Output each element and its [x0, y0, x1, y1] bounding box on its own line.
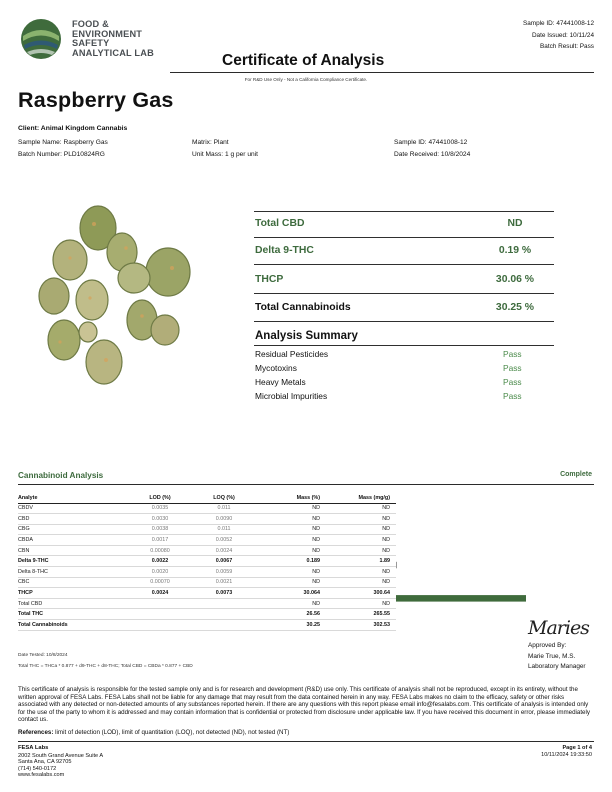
cannabinoid-table [18, 494, 396, 631]
cell-mass-mg: ND [326, 598, 396, 609]
page-number: Page 1 of 4 [562, 745, 592, 751]
cell-lod [128, 609, 192, 620]
cell-lod: 0.0017 [128, 535, 192, 546]
cell-mass-mg: ND [326, 577, 396, 588]
summary-item-status: Pass [503, 363, 522, 373]
table-row [18, 588, 396, 599]
cell-analyte: CBD [18, 514, 128, 525]
cell-mass-mg: ND [326, 524, 396, 535]
footer-website[interactable]: www.fesalabs.com [18, 772, 65, 779]
cell-analyte: Delta 9-THC [18, 556, 128, 567]
summary-rule [254, 345, 554, 346]
footer-address-line: 2002 South Grand Avenue Suite A [18, 752, 104, 759]
sample-info-col2 [192, 137, 258, 161]
references-label: References: [18, 729, 54, 736]
summary-item-status: Pass [503, 391, 522, 401]
footer-phone: (714) 540-0172 [18, 765, 57, 772]
cell-mass-mg: ND [326, 514, 396, 525]
footer-divider [18, 741, 594, 742]
cell-analyte: Total CBD [18, 598, 128, 609]
cell-lod: 0.0035 [128, 503, 192, 514]
table-row [18, 503, 396, 514]
signature: Maries [528, 617, 589, 639]
total-cbd-value: ND [507, 218, 523, 229]
table-row [18, 524, 396, 535]
cell-loq: 0.0024 [192, 545, 256, 556]
cell-loq: 0.0073 [192, 588, 256, 599]
cannabinoid-status: Complete [560, 471, 592, 478]
table-row [18, 545, 396, 556]
cell-analyte: Total THC [18, 609, 128, 620]
cell-loq: 0.0021 [192, 577, 256, 588]
matrix: Matrix: Plant [192, 139, 229, 146]
cell-mass-pct: 0.189 [256, 556, 326, 567]
header-sample-id: Sample ID: 47441008-12 [522, 20, 594, 27]
approver-name: Marie True, M.S. [528, 652, 576, 660]
thcp-label: THCP [255, 274, 284, 285]
cell-analyte: CBDV [18, 503, 128, 514]
cell-analyte: CBC [18, 577, 128, 588]
cell-mass-mg: ND [326, 535, 396, 546]
cell-mass-mg: ND [326, 567, 396, 578]
cell-lod: 0.0020 [128, 567, 192, 578]
cell-loq [192, 609, 256, 620]
header-loq: LOQ (%) [192, 494, 256, 503]
cell-loq: 0.011 [192, 524, 256, 535]
cell-mass-pct: 30.25 [256, 620, 326, 631]
client-name: Client: Animal Kingdom Cannabis [18, 125, 128, 132]
header-mass-pct: Mass (%) [256, 494, 326, 503]
cell-loq [192, 620, 256, 631]
summary-item-status: Pass [503, 377, 522, 387]
product-photo [30, 200, 200, 400]
table-row [18, 556, 396, 567]
approved-by: Approved By: [528, 642, 567, 649]
cell-mass-pct: 26.56 [256, 609, 326, 620]
cell-loq: 0.011 [192, 503, 256, 514]
total-cannabinoids-value: 30.25 % [495, 302, 535, 313]
cell-mass-pct: ND [256, 535, 326, 546]
batch-number: Batch Number: PLD10824RG [18, 151, 105, 158]
analysis-summary-title: Analysis Summary [255, 330, 358, 342]
footer-address [18, 745, 103, 779]
header-lod: LOD (%) [128, 494, 192, 503]
header-batch-result: Batch Result: Pass [540, 43, 594, 50]
header-date-issued: Date Issued: 10/11/24 [531, 31, 594, 39]
cell-mass-pct: ND [256, 545, 326, 556]
delta9-value: 0.19 % [498, 245, 532, 256]
approval-block [528, 641, 586, 673]
unit-mass: Unit Mass: 1 g per unit [192, 151, 258, 158]
cell-mass-pct: ND [256, 577, 326, 588]
cell-mass-mg: 302.53 [326, 620, 396, 631]
cell-mass-mg: ND [326, 503, 396, 514]
cell-analyte: Delta 8-THC [18, 567, 128, 578]
sample-info-col3 [394, 137, 470, 161]
cell-lod [128, 620, 192, 631]
cell-mass-pct: ND [256, 514, 326, 525]
cell-mass-mg: 300.64 [326, 588, 396, 599]
document-title: Certificate of Analysis [222, 52, 385, 69]
summary-item-label: Mycotoxins [255, 363, 297, 373]
table-row [18, 535, 396, 546]
header-mass-mg: Mass (mg/g) [326, 494, 396, 503]
total-cbd-label: Total CBD [255, 218, 305, 229]
date-received: Date Received: 10/8/2024 [394, 151, 471, 158]
thcp-value: 30.06 % [495, 274, 535, 285]
totals-rule [254, 264, 554, 265]
cell-analyte: CBN [18, 545, 128, 556]
cell-lod: 0.0030 [128, 514, 192, 525]
references-text: limit of detection (LOD), limit of quantitation (LOQ), not detected (ND), not tested (NT) [55, 729, 290, 736]
cell-lod: 0.0022 [128, 556, 192, 567]
cell-mass-pct: ND [256, 567, 326, 578]
summary-item-status: Pass [503, 349, 522, 359]
cell-analyte: Total Cannabinoids [18, 620, 128, 631]
bar-delta-9-thc [396, 562, 397, 569]
cell-loq: 0.0067 [192, 556, 256, 567]
total-cannabinoids-label: Total Cannabinoids [255, 302, 351, 313]
lab-logo-text: FOOD & ENVIRONMENT SAFETY ANALYTICAL LAB [72, 19, 154, 58]
cell-lod [128, 598, 192, 609]
cell-loq [192, 598, 256, 609]
cell-mass-mg: ND [326, 545, 396, 556]
cell-lod: 0.0024 [128, 588, 192, 599]
table-row [18, 609, 396, 620]
cell-loq: 0.0059 [192, 567, 256, 578]
rnd-notice: For R&D Use Only - Not a California Compliance Certificate. [244, 77, 368, 82]
cell-analyte: CBDA [18, 535, 128, 546]
mass-bar-chart [396, 494, 594, 634]
cell-mass-pct: ND [256, 503, 326, 514]
header-meta [523, 18, 594, 53]
section-divider [18, 484, 594, 485]
cell-mass-pct: ND [256, 524, 326, 535]
header-divider [170, 72, 594, 73]
table-row [18, 620, 396, 631]
delta9-label: Delta 9-THC [255, 245, 314, 256]
cell-lod: 0.00080 [128, 545, 192, 556]
table-header-row [18, 494, 396, 503]
table-row [18, 598, 396, 609]
cell-lod: 0.00070 [128, 577, 192, 588]
disclaimer: This certificate of analysis is responsible for the tested sample only and is for research and development (R&D) use only. This certificate of analysis shall not be reproduced, except in its entirety, without the written approval of FESA Labs. FESA Labs shall not be liable for any damage that may result from the data contained herein in any way. FESA Labs makes no claim to the efficacy, safety or other risks associated with any detected or non-detected amounts of any substances reported herein. If there are any questions with this report please email info@fesalabs.com. This certificate of analysis is intended only for the use of the party to whom it is addressed and may contain information that is confidential or protected from disclosure under applicable law. If you have received this document in error, please immediately contact us. [18, 686, 590, 724]
table-row [18, 577, 396, 588]
footer-timestamp: 10/11/2024 19:33:50 [541, 752, 592, 759]
header-analyte: Analyte [18, 494, 128, 503]
totals-bottom-rule [254, 321, 554, 322]
totals-rule [254, 293, 554, 294]
table-row [18, 514, 396, 525]
cell-analyte: CBG [18, 524, 128, 535]
footer-address-line: Santa Ana, CA 92705 [18, 759, 72, 766]
cannabinoid-section-title: Cannabinoid Analysis [18, 471, 104, 480]
table-row [18, 567, 396, 578]
cell-analyte: THCP [18, 588, 128, 599]
cell-mass-pct: ND [256, 598, 326, 609]
summary-item-label: Microbial Impurities [255, 391, 328, 401]
info-sample-id: Sample ID: 47441008-12 [394, 139, 468, 146]
sample-name: Sample Name: Raspberry Gas [18, 139, 108, 146]
approver-role: Laboratory Manager [528, 663, 586, 670]
sample-info-col1 [18, 137, 108, 161]
total-formula: Total THC = THCa * 0.877 + d9-THC + d8-THC; Total CBD = CBDa * 0.877 + CBD [18, 664, 193, 669]
cell-mass-mg: 265.55 [326, 609, 396, 620]
cell-mass-pct: 30.064 [256, 588, 326, 599]
bar-thcp [396, 595, 526, 602]
summary-item-label: Heavy Metals [255, 377, 306, 387]
footer-right [541, 745, 592, 760]
cell-lod: 0.0038 [128, 524, 192, 535]
references [18, 729, 289, 736]
product-name: Raspberry Gas [18, 88, 174, 112]
date-tested: Date Tested: 10/8/2024 [18, 653, 68, 658]
cell-loq: 0.0090 [192, 514, 256, 525]
summary-item-label: Residual Pesticides [255, 349, 329, 359]
cell-loq: 0.0052 [192, 535, 256, 546]
footer-lab-name: FESA Labs [18, 745, 49, 751]
totals-top-rule [254, 211, 554, 212]
totals-rule [254, 237, 554, 238]
cell-mass-mg: 1.89 [326, 556, 396, 567]
